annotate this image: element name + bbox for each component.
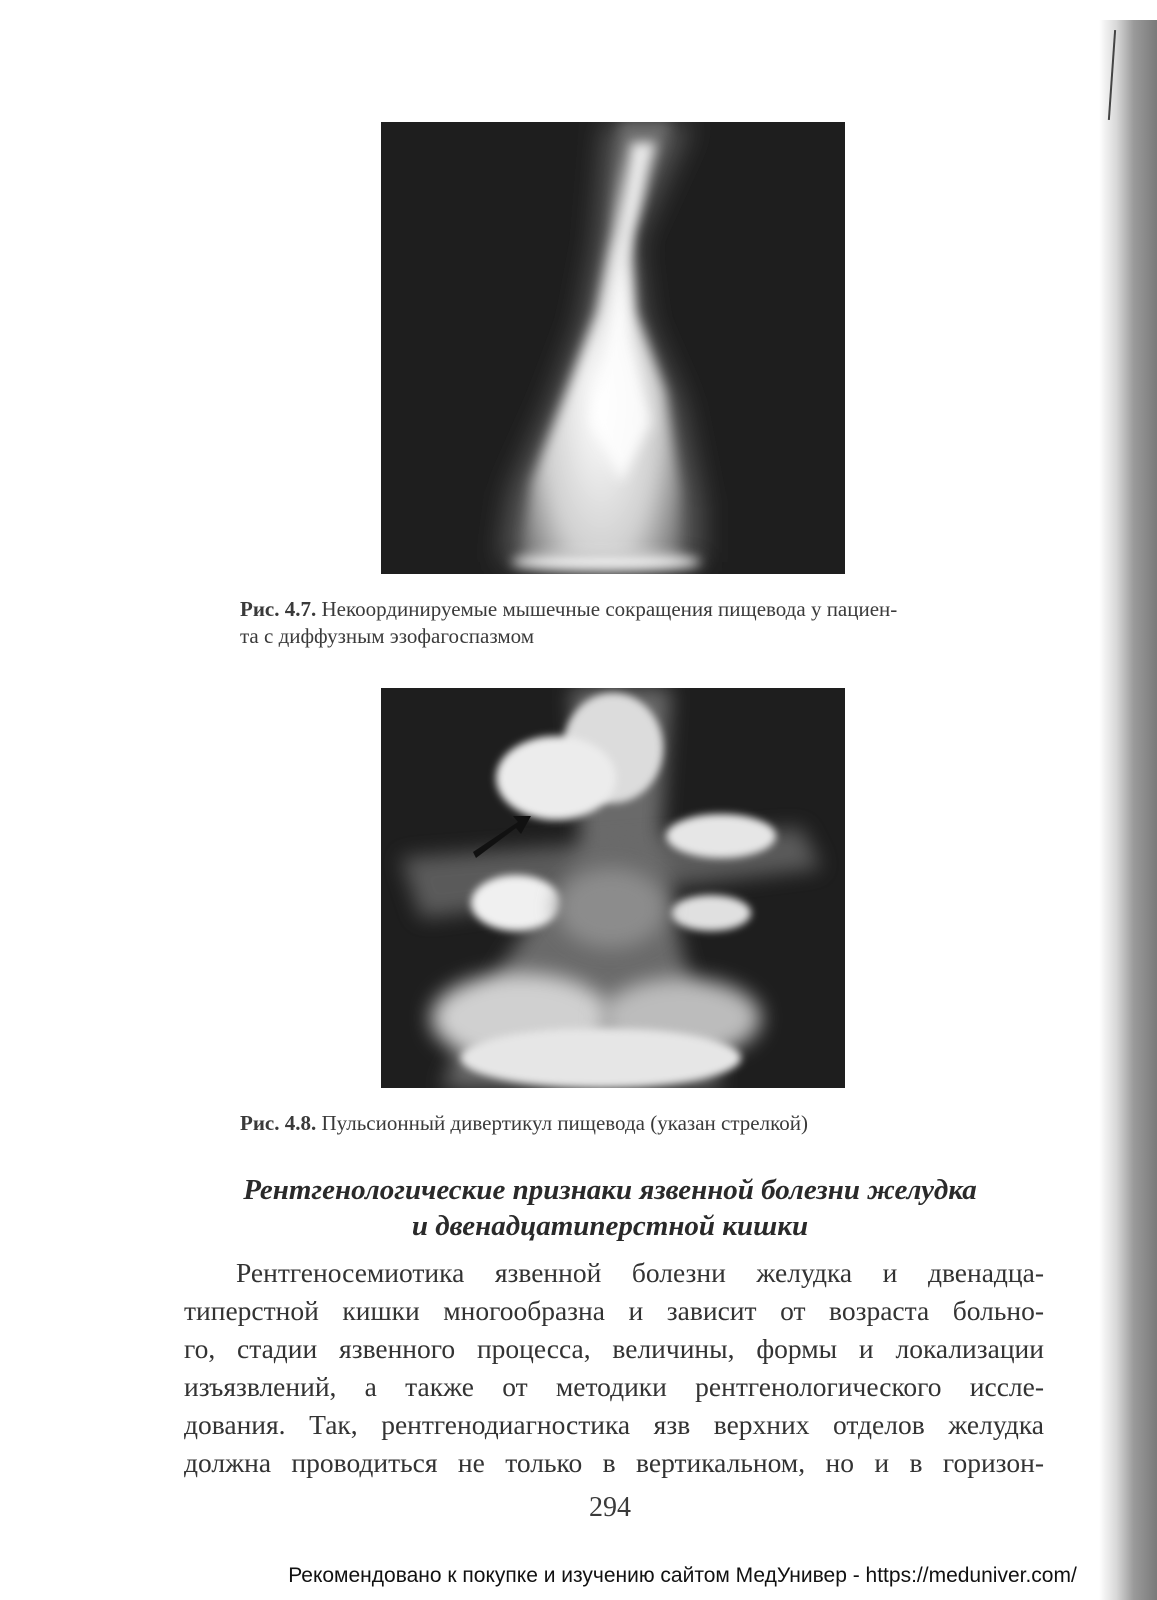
footer-text: Рекомендовано к покупке и изучению сайтом МедУнивер - https://meduniver.com/	[288, 1564, 1077, 1587]
caption-text-line: Некоординируемые мышечные сокращения пищевода у пациен-	[321, 597, 898, 621]
footer-watermark	[0, 1564, 1157, 1588]
caption-text-line: та с диффузным эзофагоспазмом	[240, 624, 535, 648]
page-number: 294	[589, 1492, 631, 1523]
figure-label: Рис. 4.8.	[240, 1111, 317, 1135]
xray-image-esophagospasm	[381, 122, 845, 574]
body-paragraph	[184, 1254, 1044, 1482]
heading-line: и двенадцатиперстной кишки	[411, 1210, 809, 1242]
paragraph-line: типерстной кишки многообразна и зависит от возраста больно-	[184, 1295, 1044, 1326]
figure-label: Рис. 4.7.	[240, 597, 317, 621]
paragraph-line: Рентгеносемиотика язвенной болезни желудка и двенадца-	[236, 1257, 1044, 1288]
paragraph-line: изъязвлений, а также от методики рентгенологического иссле-	[184, 1371, 1044, 1402]
section-heading	[180, 1172, 1040, 1244]
caption-text-line: Пульсионный дивертикул пищевода (указан стрелкой)	[321, 1111, 808, 1135]
paragraph-line: го, стадии язвенного процесса, величины, формы и локализации	[184, 1333, 1044, 1364]
xray-image-diverticulum	[381, 688, 845, 1088]
figure-caption	[240, 1110, 1040, 1137]
page-binding-shadow	[1099, 20, 1157, 1600]
paragraph-line: должна проводиться не только в вертикальном, но и в горизон-	[184, 1447, 1044, 1478]
figure-caption	[240, 596, 1040, 650]
heading-line: Рентгенологические признаки язвенной болезни желудка	[243, 1174, 977, 1206]
paragraph-line: дования. Так, рентгенодиагностика язв верхних отделов желудка	[184, 1409, 1044, 1440]
